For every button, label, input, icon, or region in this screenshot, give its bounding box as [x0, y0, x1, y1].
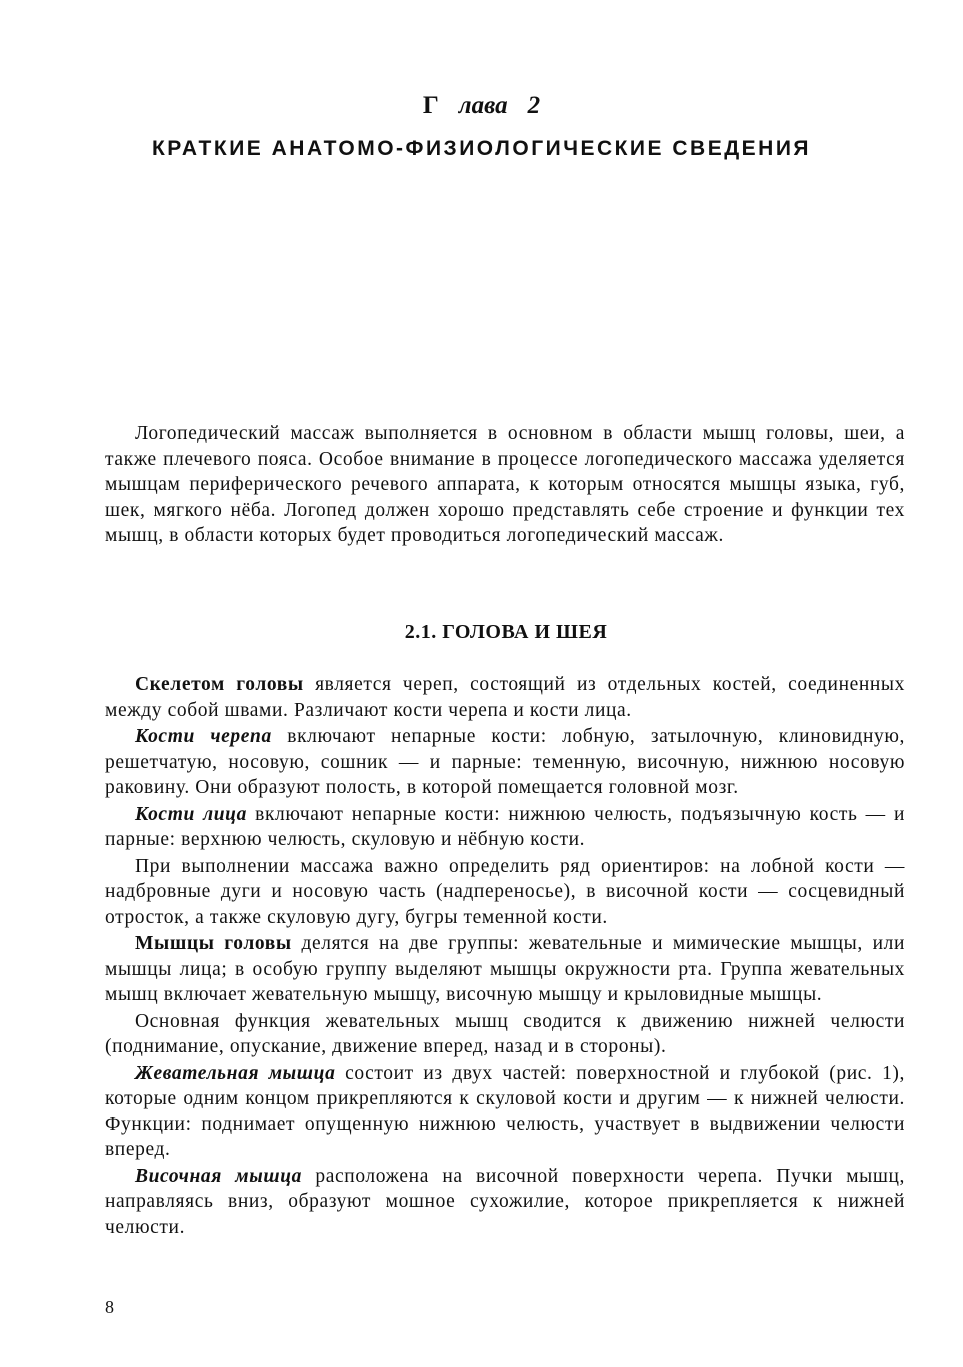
paragraph-text: включают непарные кости: лобную, затылочную, клиновидную, решетчатую, носовую, сошник — и парные: теменную, височную, нижнюю носовую раковину. Они образуют полость, в которой помещается головной мозг.: [105, 726, 905, 798]
paragraph-cranial-bones: [105, 724, 905, 801]
paragraph-text: является череп, состоящий из отдельных костей, соединенных между собой швами. Различают кости черепа и кости лица.: [105, 674, 905, 721]
term-facial-bones: Кости лица: [135, 803, 247, 825]
chapter-title: КРАТКИЕ АНАТОМО-ФИЗИОЛОГИЧЕСКИЕ СВЕДЕНИЯ: [151, 137, 812, 160]
paragraph-skull: [105, 672, 905, 723]
page-number: 8: [105, 1297, 114, 1317]
intro-paragraph: Логопедический массаж выполняется в основном в области мышц головы, шеи, а также плечевого пояса. Особое внимание в процессе логопедического массажа уделяется мышцам периферического речевого аппарата, к которым относятся мышцы языка, губ, шек, мягкого нёба. Логопед должен хорошо представлять себе строение и функции тех мышц, в области которых будет проводиться логопедический массаж.: [105, 423, 905, 546]
paragraph-temporal: [105, 1164, 905, 1241]
section-title: 2.1. ГОЛОВА И ШЕЯ: [404, 621, 608, 643]
term-temporal-muscle: Височная мышца: [135, 1165, 303, 1187]
term-cranial-bones: Кости черепа: [135, 726, 272, 747]
chapter-number: 2: [527, 92, 541, 119]
paragraph-masticatory-function: Основная функция жевательных мышц сводится к движению нижней челюсти (поднимание, опускание, движение вперед, назад и в стороны).: [105, 1010, 905, 1057]
paragraph-landmarks: При выполнении массажа важно определить ряд ориентиров: на лобной кости — надбровные дуги и носовую часть (надпереносье), в височной кости — сосцевидный отросток, а также скуловую дугу, бугры теменной кости.: [105, 855, 905, 928]
paragraph-head-muscles: [105, 931, 905, 1008]
paragraph-text: состоит из двух частей: поверхностной и глубокой (рис. 1), которые одним концом прикрепляются к скуловой кости и другим — к нижней челюсти. Функции: поднимает опущенную нижнюю челюсть, участвует в выдвижении челюсти вперед.: [105, 1062, 905, 1160]
chapter-label-g: Г: [422, 92, 439, 119]
paragraph-masseter: [105, 1061, 905, 1163]
term-masseter: Жевательная мышца: [135, 1062, 336, 1084]
paragraph-facial-bones: [105, 802, 905, 853]
section-body: [105, 672, 905, 1240]
term-head-muscles: Мышцы головы: [135, 933, 292, 954]
paragraph-text: включают непарные кости: нижнюю челюсть, подъязычную кость — и парные: верхнюю челюсть, скуловую и нёбную кости.: [105, 803, 905, 850]
paragraph-text: расположена на височной поверхности черепа. Пучки мышц, направляясь вниз, образуют мошное сухожилие, которое прикрепляется к нижней челюсти.: [105, 1165, 906, 1238]
term-skeleton-head: Скелетом головы: [135, 674, 304, 695]
chapter-label-lava: лава: [458, 92, 508, 119]
intro-block: [105, 421, 905, 549]
paragraph-text: делятся на две группы: жевательные и мимические мышцы, или мышцы лица; в особую группу выделяют мышцы окружности рта. Группа жевательных мышц включает жевательную мышцу, височную мышцу и крыловидные мышцы.: [105, 933, 905, 1005]
chapter-label: [0, 92, 963, 120]
